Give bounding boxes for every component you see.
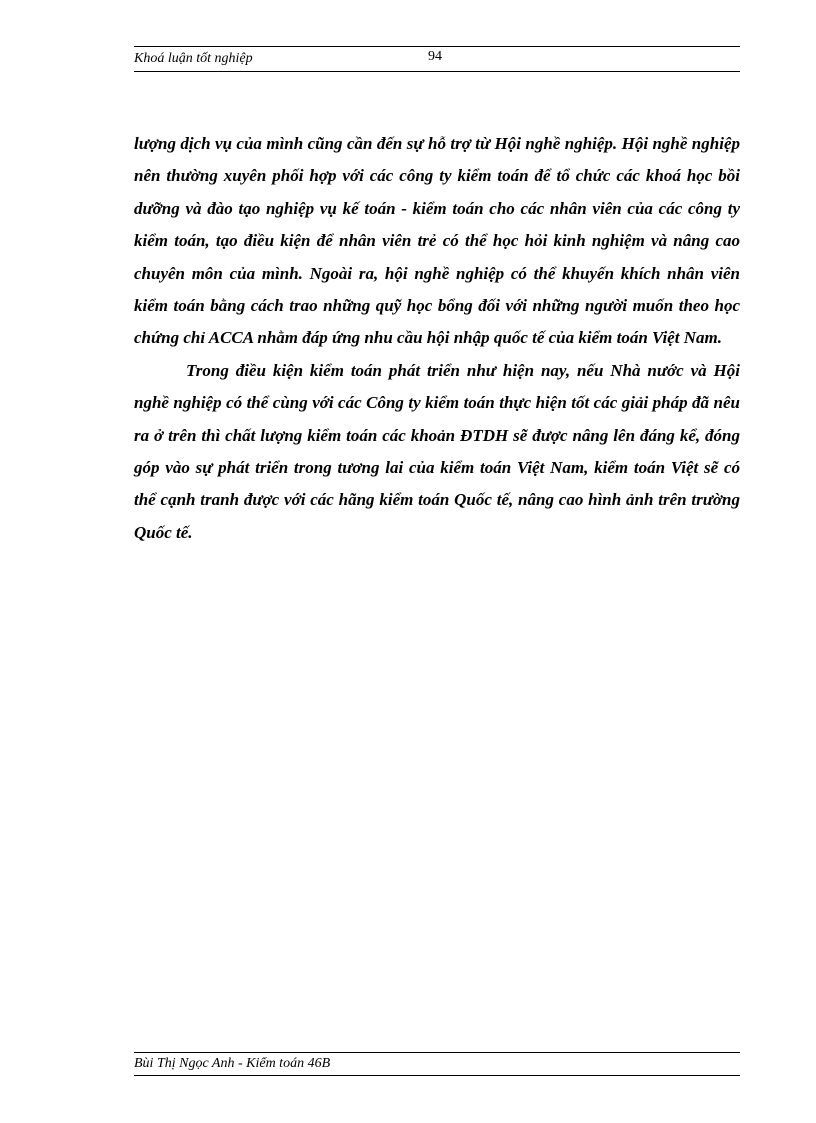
page-number: 94 — [428, 49, 442, 64]
paragraph-conclusion: Trong điều kiện kiểm toán phát triển như hiện nay, nếu Nhà nước và Hội nghề nghiệp có thể cùng với các Công ty kiểm toán thực hiện tốt các giải pháp đã nêu ra ở trên thì chất lượng kiểm toán các khoản ĐTDH sẽ được nâng lên đáng kể, đóng góp vào sự phát triển trong tương lai của kiểm toán Việt Nam, kiểm toán Việt sẽ có thể cạnh tranh được với các hãng kiểm toán Quốc tế, nâng cao hình ảnh trên trường Quốc tế. — [134, 360, 740, 542]
thesis-title: Khoá luận tốt nghiệp — [134, 51, 253, 66]
page-header — [134, 46, 740, 72]
page-footer — [134, 1052, 740, 1076]
paragraph-continuation: lượng dịch vụ của mình cũng cần đến sự hỗ trợ từ Hội nghề nghiệp. Hội nghề nghiệp nên thường xuyên phối hợp với các công ty kiểm toán để tổ chức các khoá học bồi dưỡng và đào tạo nghiệp vụ kế toán - kiểm toán cho các nhân viên của các công ty kiểm toán, tạo điều kiện để nhân viên trẻ có thể học hỏi kinh nghiệm và nâng cao chuyên môn của mình. Ngoài ra, hội nghề nghiệp có thể khuyến khích nhân viên kiểm toán bằng cách trao những quỹ học bổng đối với những người muốn theo học chứng chỉ ACCA nhằm đáp ứng nhu cầu hội nhập quốc tế của kiểm toán Việt Nam. — [134, 134, 740, 348]
author-line: Bùi Thị Ngọc Anh - Kiểm toán 46B — [134, 1056, 331, 1071]
body-text — [134, 128, 740, 549]
